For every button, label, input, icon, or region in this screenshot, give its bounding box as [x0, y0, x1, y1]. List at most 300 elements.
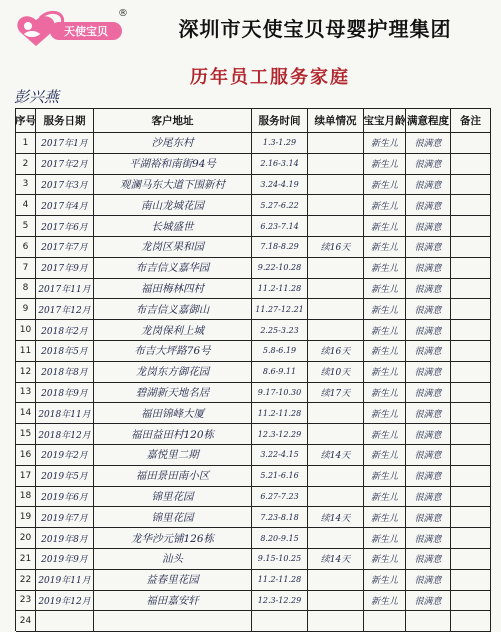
cell-note — [451, 237, 491, 258]
company-logo — [6, 4, 126, 56]
cell-address-text: 锦里花园 — [151, 490, 194, 503]
cell-seq-text: 1 — [22, 137, 29, 148]
cell-satisfaction-text: 很满意 — [414, 513, 442, 524]
cell-satisfaction — [406, 237, 451, 258]
cell-time — [252, 466, 308, 487]
cell-seq-text: 15 — [19, 429, 32, 440]
cell-age-text: 新生儿 — [370, 430, 398, 441]
cell-address — [94, 383, 252, 404]
cell-continue — [308, 611, 364, 632]
cell-seq-text: 13 — [19, 387, 32, 398]
cell-note — [451, 445, 491, 466]
document-subtitle: 历年员工服务家庭 — [190, 67, 350, 88]
cell-date-text: 2019年2月 — [41, 451, 88, 462]
cell-address-text: 福田嘉安轩 — [146, 594, 199, 607]
table-row — [16, 175, 491, 196]
cell-age-text: 新生儿 — [370, 596, 398, 607]
cell-date-text: 2017年4月 — [41, 201, 88, 212]
cell-address — [94, 403, 252, 424]
cell-time-text: 9.17-10.30 — [257, 387, 302, 397]
cell-date — [36, 237, 94, 258]
cell-continue-text: 续14天 — [320, 451, 351, 462]
cell-seq — [16, 466, 36, 487]
cell-note — [451, 611, 491, 632]
cell-age — [364, 341, 406, 362]
cell-seq — [16, 528, 36, 549]
cell-date — [36, 611, 94, 632]
cell-continue — [308, 507, 364, 528]
cell-note — [451, 403, 491, 424]
cell-note — [451, 507, 491, 528]
cell-date — [36, 403, 94, 424]
cell-seq — [16, 611, 36, 632]
table-row — [16, 383, 491, 404]
cell-satisfaction-text: 很满意 — [414, 180, 442, 191]
cell-seq — [16, 362, 36, 383]
cell-seq — [16, 133, 36, 154]
col-header-note: 备注 — [451, 109, 491, 133]
cell-satisfaction-text: 很满意 — [414, 388, 442, 399]
table-row — [16, 424, 491, 445]
col-header-address: 客户地址 — [94, 109, 252, 133]
cell-continue — [308, 341, 364, 362]
cell-time — [252, 133, 308, 154]
cell-satisfaction — [406, 487, 451, 508]
cell-satisfaction-text: 很满意 — [414, 160, 442, 171]
cell-continue — [308, 445, 364, 466]
cell-age-text: 新生儿 — [370, 284, 398, 295]
cell-age-text: 新生儿 — [370, 180, 398, 191]
table-row — [16, 216, 491, 237]
cell-date — [36, 279, 94, 300]
cell-satisfaction — [406, 341, 451, 362]
cell-age-text: 新生儿 — [370, 201, 398, 212]
cell-seq — [16, 195, 36, 216]
cell-seq-text: 23 — [19, 595, 32, 606]
cell-satisfaction — [406, 195, 451, 216]
cell-time — [252, 383, 308, 404]
cell-date-text: 2017年11月 — [38, 284, 91, 295]
cell-age — [364, 383, 406, 404]
table-row — [16, 279, 491, 300]
cell-seq — [16, 487, 36, 508]
cell-seq-text: 8 — [22, 283, 29, 294]
cell-seq-text: 22 — [19, 574, 32, 585]
cell-continue-text: 续16天 — [320, 347, 351, 358]
cell-note — [451, 591, 491, 612]
cell-address — [94, 528, 252, 549]
cell-date — [36, 383, 94, 404]
cell-satisfaction — [406, 445, 451, 466]
cell-age-text: 新生儿 — [370, 409, 398, 420]
cell-seq — [16, 320, 36, 341]
cell-satisfaction — [406, 591, 451, 612]
cell-time-text: 5.21-6.16 — [260, 471, 299, 481]
cell-time — [252, 570, 308, 591]
cell-date-text: 2019年12月 — [38, 596, 91, 607]
cell-continue — [308, 258, 364, 279]
cell-age — [364, 320, 406, 341]
cell-satisfaction — [406, 279, 451, 300]
cell-satisfaction — [406, 466, 451, 487]
cell-address — [94, 320, 252, 341]
cell-age-text: 新生儿 — [370, 264, 398, 275]
cell-continue-text: 续16天 — [320, 243, 351, 254]
cell-age-text: 新生儿 — [370, 347, 398, 358]
cell-note — [451, 154, 491, 175]
cell-note — [451, 362, 491, 383]
cell-seq-text: 24 — [19, 616, 32, 627]
cell-address-text: 锦里花园 — [151, 511, 194, 524]
cell-satisfaction-text: 很满意 — [414, 555, 442, 566]
cell-satisfaction — [406, 403, 451, 424]
cell-address-text: 布吉大坪路76号 — [134, 345, 211, 358]
cell-date-text: 2018年2月 — [41, 326, 88, 337]
cell-address — [94, 195, 252, 216]
cell-date-text: 2019年5月 — [41, 472, 88, 483]
cell-date-text: 2019年7月 — [41, 513, 88, 524]
cell-address-text: 平湖裕和南街94号 — [129, 158, 216, 171]
cell-date-text: 2017年9月 — [41, 264, 88, 275]
cell-time — [252, 362, 308, 383]
cell-date-text: 2017年3月 — [41, 180, 88, 191]
table-row — [16, 591, 491, 612]
cell-continue — [308, 216, 364, 237]
cell-continue — [308, 487, 364, 508]
cell-address-text: 观澜马东大道下围新村 — [120, 178, 225, 191]
cell-continue — [308, 154, 364, 175]
cell-time — [252, 528, 308, 549]
cell-continue — [308, 133, 364, 154]
cell-address — [94, 299, 252, 320]
cell-satisfaction — [406, 570, 451, 591]
cell-address-text: 龙岗保利上城 — [141, 324, 204, 337]
cell-time — [252, 549, 308, 570]
cell-continue — [308, 362, 364, 383]
cell-date — [36, 591, 94, 612]
table-row — [16, 466, 491, 487]
cell-address-text: 益春里花园 — [146, 574, 199, 587]
cell-time-text: 11.2-11.28 — [257, 575, 302, 585]
cell-seq — [16, 279, 36, 300]
cell-seq — [16, 403, 36, 424]
cell-date-text: 2017年1月 — [41, 139, 88, 150]
cell-date — [36, 507, 94, 528]
cell-satisfaction-text: 很满意 — [414, 472, 442, 483]
cell-time-text: 11.2-11.28 — [257, 408, 302, 418]
cell-continue — [308, 528, 364, 549]
cell-note — [451, 258, 491, 279]
cell-continue — [308, 403, 364, 424]
cell-address — [94, 279, 252, 300]
cell-date-text: 2018年9月 — [41, 388, 88, 399]
cell-age — [364, 591, 406, 612]
cell-age — [364, 216, 406, 237]
table-body — [16, 133, 491, 632]
cell-address — [94, 549, 252, 570]
cell-date-text: 2018年5月 — [41, 347, 88, 358]
cell-time-text: 9.15-10.25 — [257, 554, 302, 564]
cell-address-text: 福田景田南小区 — [135, 470, 210, 483]
cell-seq — [16, 299, 36, 320]
cell-continue-text: 续14天 — [320, 513, 351, 524]
cell-date — [36, 195, 94, 216]
cell-date — [36, 299, 94, 320]
cell-satisfaction-text: 很满意 — [414, 264, 442, 275]
cell-satisfaction-text: 很满意 — [414, 576, 442, 587]
cell-address-text: 汕头 — [162, 553, 183, 566]
cell-seq — [16, 154, 36, 175]
cell-time-text: 8.6-9.11 — [262, 367, 297, 377]
table-header-row — [16, 109, 491, 133]
cell-age — [364, 175, 406, 196]
cell-seq-text: 18 — [19, 491, 32, 502]
cell-age — [364, 299, 406, 320]
cell-seq-text: 9 — [22, 304, 29, 315]
cell-address — [94, 154, 252, 175]
cell-time-text: 7.18-8.29 — [260, 242, 299, 252]
cell-note — [451, 549, 491, 570]
cell-age-text: 新生儿 — [370, 513, 398, 524]
logo-angel-heart-icon — [6, 4, 126, 56]
cell-continue — [308, 591, 364, 612]
cell-address — [94, 611, 252, 632]
cell-continue-text: 续17天 — [320, 388, 351, 399]
cell-age-text: 新生儿 — [370, 472, 398, 483]
cell-note — [451, 133, 491, 154]
cell-address-text: 龙岗东方御花园 — [135, 366, 210, 379]
cell-time-text: 1.3-1.29 — [262, 138, 297, 148]
cell-satisfaction-text: 很满意 — [414, 222, 442, 233]
cell-continue — [308, 279, 364, 300]
cell-date — [36, 362, 94, 383]
cell-date — [36, 466, 94, 487]
cell-seq-text: 21 — [19, 553, 32, 564]
cell-satisfaction-text: 很满意 — [414, 284, 442, 295]
cell-age — [364, 195, 406, 216]
cell-age — [364, 403, 406, 424]
cell-address — [94, 507, 252, 528]
cell-age-text: 新生儿 — [370, 388, 398, 399]
cell-seq — [16, 507, 36, 528]
cell-age — [364, 237, 406, 258]
cell-satisfaction-text: 很满意 — [414, 596, 442, 607]
table-row — [16, 341, 491, 362]
cell-address-text: 福田益田村120栋 — [130, 428, 215, 441]
cell-note — [451, 341, 491, 362]
cell-date-text: 2018年11月 — [38, 409, 91, 420]
service-records-table — [15, 108, 491, 631]
table-row — [16, 403, 491, 424]
cell-seq-text: 14 — [19, 408, 32, 419]
cell-date-text: 2018年8月 — [41, 368, 88, 379]
cell-time-text: 6.23-7.14 — [260, 221, 299, 231]
cell-age-text: 新生儿 — [370, 326, 398, 337]
col-header-seq: 序号 — [16, 109, 36, 133]
cell-time-text: 7.23-8.18 — [260, 512, 299, 522]
cell-time — [252, 611, 308, 632]
cell-satisfaction-text: 很满意 — [414, 409, 442, 420]
table-row — [16, 237, 491, 258]
cell-satisfaction — [406, 528, 451, 549]
cell-continue — [308, 320, 364, 341]
table-row — [16, 611, 491, 632]
cell-date — [36, 175, 94, 196]
cell-continue-text: 续10天 — [320, 368, 351, 379]
cell-date-text: 2019年6月 — [41, 492, 88, 503]
cell-satisfaction — [406, 154, 451, 175]
cell-address-text: 嘉悦里二期 — [146, 449, 199, 462]
cell-date-text: 2018年12月 — [38, 430, 91, 441]
cell-age — [364, 154, 406, 175]
logo-text: 天使宝贝 — [64, 25, 108, 38]
cell-continue — [308, 195, 364, 216]
cell-time — [252, 299, 308, 320]
cell-time — [252, 154, 308, 175]
cell-seq — [16, 424, 36, 445]
cell-date-text: 2019年9月 — [41, 555, 88, 566]
cell-satisfaction-text: 很满意 — [414, 201, 442, 212]
cell-address — [94, 445, 252, 466]
cell-seq-text: 16 — [19, 449, 32, 460]
cell-age — [364, 570, 406, 591]
cell-date-text: 2017年7月 — [41, 243, 88, 254]
table-row — [16, 154, 491, 175]
cell-note — [451, 424, 491, 445]
cell-date-text: 2017年12月 — [38, 305, 91, 316]
cell-satisfaction-text: 很满意 — [414, 451, 442, 462]
cell-address-text: 南山龙城花园 — [141, 199, 204, 212]
cell-time-text: 8.20-9.15 — [260, 533, 299, 543]
table-row — [16, 258, 491, 279]
cell-age-text: 新生儿 — [370, 534, 398, 545]
cell-continue — [308, 424, 364, 445]
cell-address-text: 布吉信义嘉御山 — [135, 303, 210, 316]
cell-satisfaction-text: 很满意 — [414, 534, 442, 545]
cell-note — [451, 383, 491, 404]
cell-date — [36, 570, 94, 591]
cell-date — [36, 341, 94, 362]
cell-age-text: 新生儿 — [370, 368, 398, 379]
cell-satisfaction-text: 很满意 — [414, 347, 442, 358]
cell-time-text: 11.2-11.28 — [257, 283, 302, 293]
cell-address — [94, 133, 252, 154]
cell-address-text: 长城盛世 — [151, 220, 194, 233]
cell-satisfaction — [406, 424, 451, 445]
cell-time — [252, 445, 308, 466]
cell-seq — [16, 549, 36, 570]
cell-age-text: 新生儿 — [370, 160, 398, 171]
cell-time-text: 11.27-12.21 — [255, 304, 304, 314]
cell-seq — [16, 383, 36, 404]
cell-time — [252, 487, 308, 508]
cell-date-text: 2017年6月 — [41, 222, 88, 233]
cell-continue — [308, 383, 364, 404]
cell-time — [252, 175, 308, 196]
cell-address-text: 碧湖新天地名居 — [135, 386, 210, 399]
cell-time-text: 5.27-6.22 — [260, 200, 299, 210]
cell-address — [94, 175, 252, 196]
cell-seq-text: 5 — [22, 221, 29, 232]
cell-address-text: 沙尾东村 — [151, 137, 194, 150]
cell-satisfaction — [406, 611, 451, 632]
cell-satisfaction — [406, 383, 451, 404]
cell-time-text: 3.22-4.15 — [260, 450, 299, 460]
cell-date — [36, 424, 94, 445]
cell-satisfaction — [406, 362, 451, 383]
cell-age — [364, 445, 406, 466]
cell-seq — [16, 175, 36, 196]
cell-date-text: 2017年2月 — [41, 160, 88, 171]
table-row — [16, 195, 491, 216]
cell-time-text: 12.3-12.29 — [257, 595, 302, 605]
cell-age — [364, 279, 406, 300]
cell-date — [36, 133, 94, 154]
cell-seq-text: 3 — [22, 179, 29, 190]
cell-seq-text: 6 — [22, 241, 29, 252]
col-header-date: 服务日期 — [36, 109, 94, 133]
cell-age — [364, 362, 406, 383]
cell-seq-text: 17 — [19, 470, 32, 481]
cell-satisfaction — [406, 133, 451, 154]
cell-address-text: 龙岗区果和园 — [141, 241, 204, 254]
cell-seq — [16, 591, 36, 612]
table-row — [16, 299, 491, 320]
cell-time — [252, 237, 308, 258]
cell-age — [364, 133, 406, 154]
cell-address — [94, 362, 252, 383]
cell-time-text: 2.25-3.23 — [260, 325, 299, 335]
table-row — [16, 133, 491, 154]
table-row — [16, 528, 491, 549]
cell-satisfaction — [406, 507, 451, 528]
cell-age — [364, 424, 406, 445]
cell-age-text: 新生儿 — [370, 492, 398, 503]
cell-address — [94, 591, 252, 612]
cell-time — [252, 403, 308, 424]
cell-continue — [308, 570, 364, 591]
cell-seq — [16, 237, 36, 258]
cell-age-text: 新生儿 — [370, 222, 398, 233]
cell-satisfaction — [406, 216, 451, 237]
cell-satisfaction-text: 很满意 — [414, 305, 442, 316]
cell-satisfaction-text: 很满意 — [414, 492, 442, 503]
table-row — [16, 362, 491, 383]
registered-mark: ® — [118, 8, 128, 19]
cell-time — [252, 424, 308, 445]
col-header-time: 服务时间 — [252, 109, 308, 133]
cell-time-text: 12.3-12.29 — [257, 429, 302, 439]
cell-seq-text: 19 — [19, 512, 32, 523]
cell-note — [451, 528, 491, 549]
cell-date-text: 2019年8月 — [41, 534, 88, 545]
cell-address-text: 福田锦峰大厦 — [141, 407, 204, 420]
cell-age — [364, 611, 406, 632]
cell-continue — [308, 466, 364, 487]
cell-seq — [16, 216, 36, 237]
cell-satisfaction-text: 很满意 — [414, 368, 442, 379]
cell-continue — [308, 549, 364, 570]
table-row — [16, 320, 491, 341]
cell-seq-text: 7 — [22, 262, 29, 273]
cell-time-text: 3.24-4.19 — [260, 179, 299, 189]
cell-satisfaction — [406, 320, 451, 341]
cell-note — [451, 466, 491, 487]
cell-address — [94, 237, 252, 258]
cell-age — [364, 466, 406, 487]
cell-time — [252, 320, 308, 341]
cell-satisfaction — [406, 258, 451, 279]
